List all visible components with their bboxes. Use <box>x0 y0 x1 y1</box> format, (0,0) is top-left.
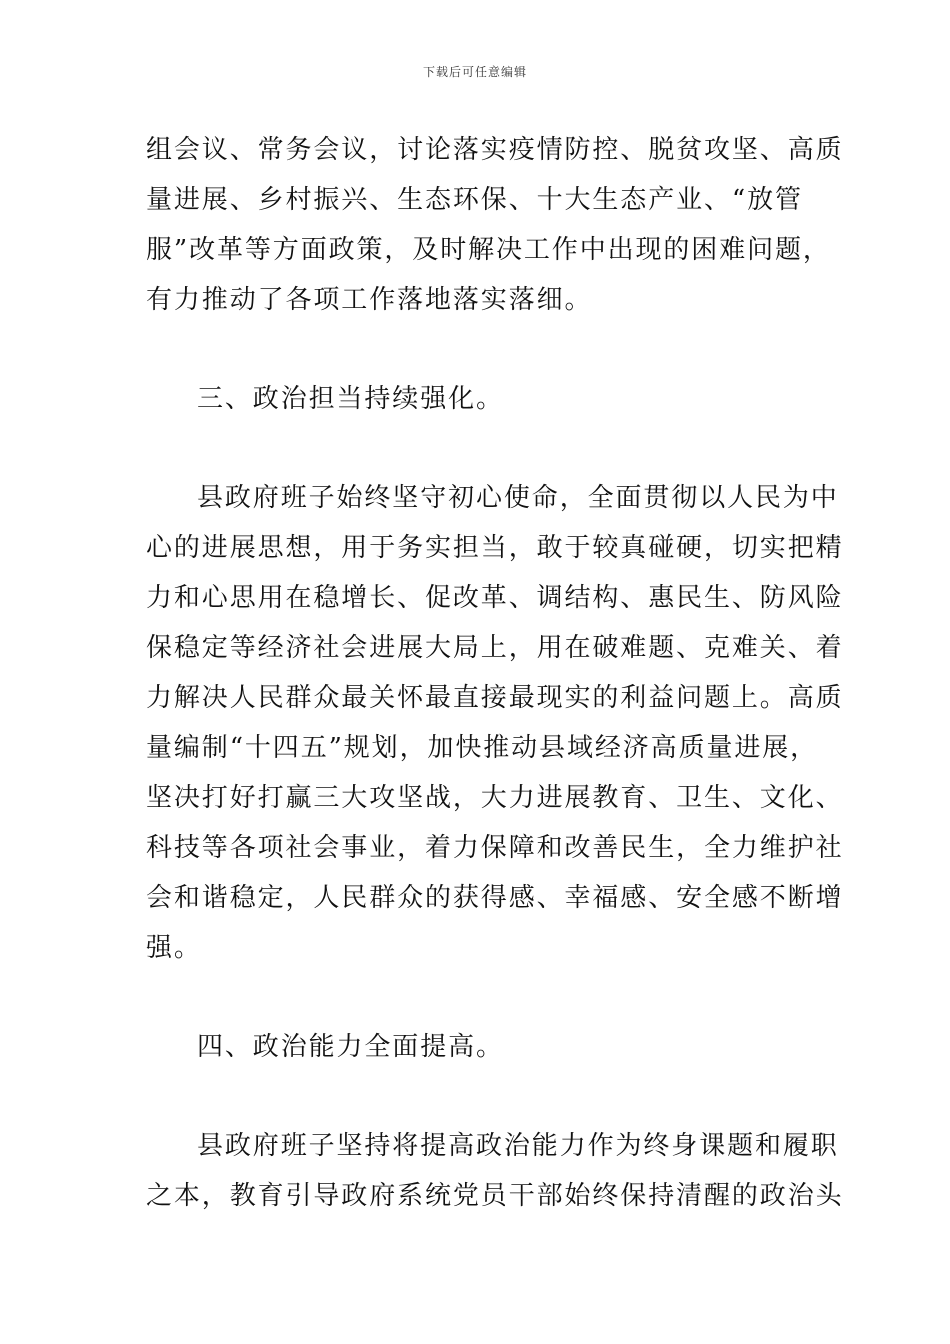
text-line: 力解决人民群众最关怀最直接最现实的利益问题上。高质 <box>146 683 844 713</box>
section-heading-4: 四、政治能力全面提高。 <box>197 1032 504 1062</box>
text-line: 科技等各项社会事业，着力保障和改善民生，全力维护社 <box>146 833 844 863</box>
text-line: 有力推动了各项工作落地落实落细。 <box>146 285 593 315</box>
text-line: 心的进展思想，用于务实担当，敢于较真碰硬，切实把精 <box>146 533 844 563</box>
text-line: 会和谐稳定，人民群众的获得感、幸福感、安全感不断增 <box>146 883 844 913</box>
text-line: 力和心思用在稳增长、促改革、调结构、惠民生、防风险 <box>146 583 844 613</box>
text-line: 坚决打好打赢三大攻坚战，大力进展教育、卫生、文化、 <box>146 783 844 813</box>
text-line: 量进展、乡村振兴、生态环保、十大生态产业、“放管 <box>146 185 803 215</box>
text-line: 之本，教育引导政府系统党员干部始终保持清醒的政治头 <box>146 1181 844 1211</box>
text-line: 组会议、常务会议，讨论落实疫情防控、脱贫攻坚、高质 <box>146 135 844 165</box>
text-line: 县政府班子坚持将提高政治能力作为终身课题和履职 <box>197 1131 839 1161</box>
text-line: 强。 <box>146 933 202 963</box>
text-line: 服”改革等方面政策，及时解决工作中出现的困难问题， <box>146 235 831 265</box>
section-heading-3: 三、政治担当持续强化。 <box>197 384 504 414</box>
text-line: 量编制“十四五”规划，加快推动县域经济高质量进展， <box>146 733 819 763</box>
page-header: 下载后可任意编辑 <box>422 65 527 79</box>
text-line: 县政府班子始终坚守初心使命，全面贯彻以人民为中 <box>197 483 839 513</box>
text-line: 保稳定等经济社会进展大局上，用在破难题、克难关、着 <box>146 633 844 663</box>
